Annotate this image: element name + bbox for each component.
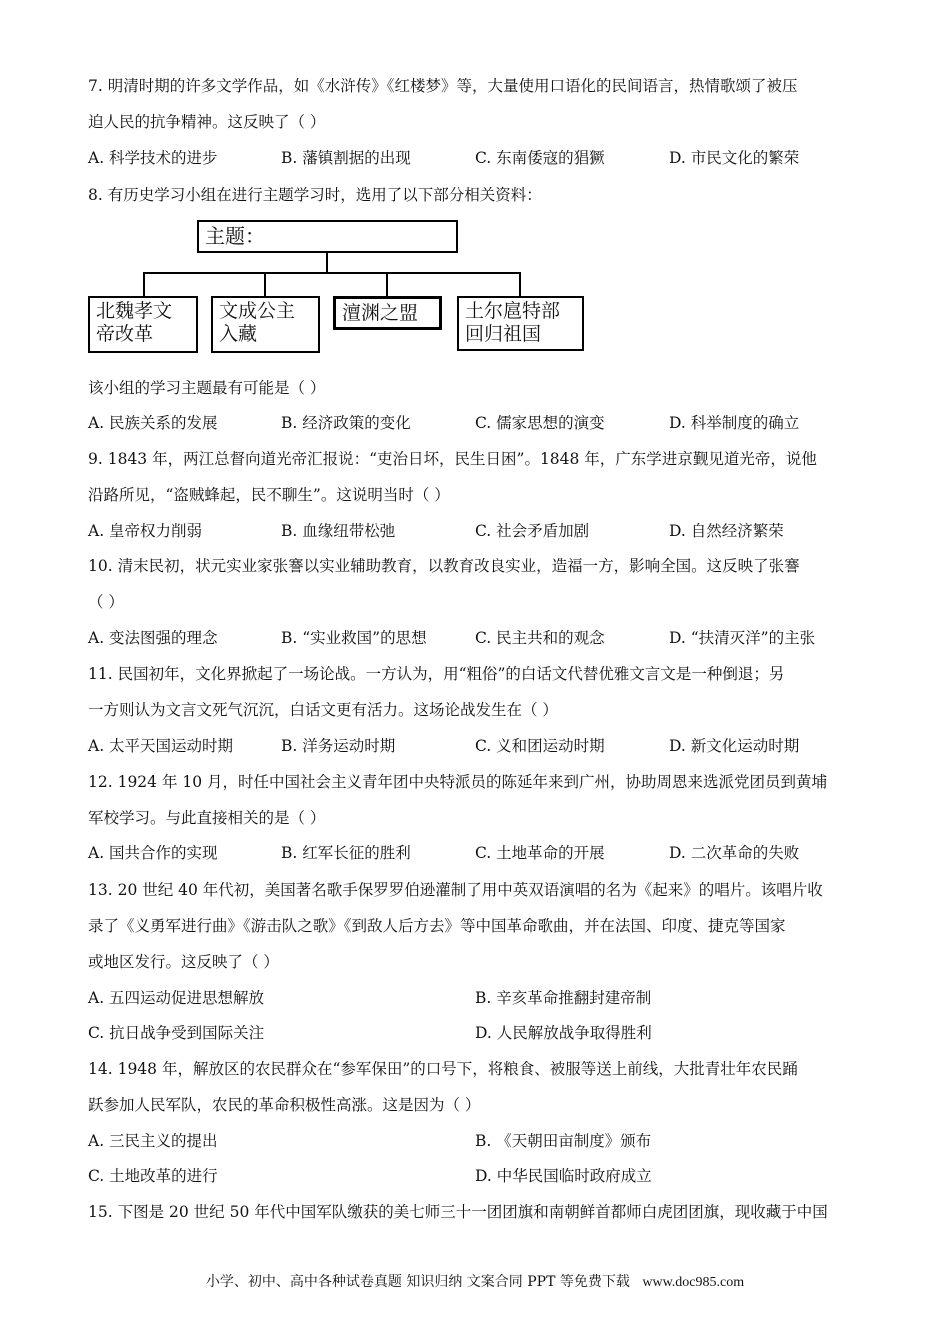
diagram-theme-box: 主题： <box>197 220 458 253</box>
q7-stem-line1: 7. 明清时期的许多文学作品，如《水浒传》《红楼梦》等，大量使用口语化的民间语言，热情歌颂了被压 <box>88 77 798 95</box>
q13-stem-line3: 或地区发行。这反映了（ ） <box>88 953 279 971</box>
q14-option-c: C. 土地改革的进行 <box>88 1167 218 1185</box>
q9-option-c: C. 社会矛盾加剧 <box>475 522 590 540</box>
box1-line2: 帝改革 <box>96 323 154 345</box>
box4-line1: 土尔扈特部 <box>465 300 561 322</box>
footer-url[interactable]: www.doc985.com <box>642 1275 745 1290</box>
diagram-connector-2 <box>264 272 266 297</box>
q7-option-a: A. 科学技术的进步 <box>88 149 218 167</box>
q13-stem-line1: 13. 20 世纪 40 年代初，美国著名歌手保罗罗伯逊灌制了用中英双语演唱的名为《起来》的唱片。该唱片收 <box>88 881 823 899</box>
box2-line1: 文成公主 <box>219 300 296 322</box>
page-footer <box>0 1271 950 1291</box>
box2-line2: 入藏 <box>219 323 258 345</box>
q13-option-b: B. 辛亥革命推翻封建帝制 <box>475 989 652 1007</box>
diagram-connector-bar <box>143 272 521 274</box>
q9-option-b: B. 血缘纽带松弛 <box>281 522 396 540</box>
q14-stem-line2: 跃参加人民军队，农民的革命积极性高涨。这是因为（ ） <box>88 1096 481 1114</box>
q10-option-c: C. 民主共和的观念 <box>475 629 605 647</box>
q8-option-b: B. 经济政策的变化 <box>281 414 411 432</box>
diagram-box-torghut-return <box>457 296 584 351</box>
q10-option-b: B. “实业救国”的思想 <box>281 629 427 647</box>
q12-option-c: C. 土地革命的开展 <box>475 844 605 862</box>
q10-option-a: A. 变法图强的理念 <box>88 629 218 647</box>
q13-option-c: C. 抗日战争受到国际关注 <box>88 1024 265 1042</box>
q11-option-a: A. 太平天国运动时期 <box>88 737 234 755</box>
footer-text: 小学、初中、高中各种试卷真题 知识归纳 文案合同 PPT 等免费下载 <box>205 1274 630 1290</box>
q12-stem-line1: 12. 1924 年 10 月，时任中国社会主义青年团中央特派员的陈延年来到广州，协助周恩来选派党团员到黄埔 <box>88 773 828 791</box>
q11-stem-line1: 11. 民国初年，文化界掀起了一场论战。一方认为，用“粗俗”的白话文代替优雅文言文是一种倒退；另 <box>88 665 785 683</box>
q12-stem-line2: 军校学习。与此直接相关的是（ ） <box>88 809 326 827</box>
q15-stem-line1: 15. 下图是 20 世纪 50 年代中国军队缴获的美七师三十一团团旗和南朝鲜首都师白虎团团旗，现收藏于中国 <box>88 1203 828 1221</box>
q13-option-d: D. 人民解放战争取得胜利 <box>475 1024 652 1042</box>
box4-line2: 回归祖国 <box>465 323 542 345</box>
q10-stem-line2: （ ） <box>88 593 124 611</box>
diagram-connector-stem <box>326 253 328 273</box>
q14-option-b: B. 《天朝田亩制度》颁布 <box>475 1132 652 1150</box>
box1-line1: 北魏孝文 <box>96 300 173 322</box>
q11-option-b: B. 洋务运动时期 <box>281 737 396 755</box>
q9-option-a: A. 皇帝权力削弱 <box>88 522 203 540</box>
q8-stem-line2: 该小组的学习主题最有可能是（ ） <box>88 379 326 397</box>
q8-stem-line1: 8. 有历史学习小组在进行主题学习时，选用了以下部分相关资料： <box>88 186 542 204</box>
diagram-box-xiaowen-reform <box>88 296 198 353</box>
q11-stem-line2: 一方则认为文言文死气沉沉，白话文更有活力。这场论战发生在（ ） <box>88 701 558 719</box>
q14-stem-line1: 14. 1948 年，解放区的农民群众在“参军保田”的口号下，将粮食、被服等送上前线，大批青壮年农民踊 <box>88 1060 798 1078</box>
diagram-box-chanyuan-treaty <box>333 296 442 330</box>
q8-option-a: A. 民族关系的发展 <box>88 414 218 432</box>
q7-option-b: B. 藩镇割据的出现 <box>281 149 411 167</box>
q13-option-a: A. 五四运动促进思想解放 <box>88 989 265 1007</box>
q12-option-a: A. 国共合作的实现 <box>88 844 218 862</box>
q12-option-d: D. 二次革命的失败 <box>669 844 800 862</box>
q8-option-c: C. 儒家思想的演变 <box>475 414 605 432</box>
diagram-connector-3 <box>386 272 388 297</box>
q7-option-c: C. 东南倭寇的猖獗 <box>475 149 605 167</box>
q12-option-b: B. 红军长征的胜利 <box>281 844 411 862</box>
q9-stem-line1: 9. 1843 年，两江总督向道光帝汇报说：“吏治日坏，民生日困”。1848 年，广东学进京觐见道光帝，说他 <box>88 450 817 468</box>
q9-option-d: D. 自然经济繁荣 <box>669 522 784 540</box>
q13-stem-line2: 录了《义勇军进行曲》《游击队之歌》《到敌人后方去》等中国革命歌曲，并在法国、印度、捷克等国家 <box>88 917 786 935</box>
q7-stem-line2: 迫人民的抗争精神。这反映了（ ） <box>88 113 326 131</box>
q11-option-c: C. 义和团运动时期 <box>475 737 605 755</box>
diagram-connector-1 <box>143 272 145 297</box>
diagram-box-princess-wencheng <box>211 296 320 353</box>
q14-option-d: D. 中华民国临时政府成立 <box>475 1167 652 1185</box>
box3-text: 澶渊之盟 <box>342 302 419 324</box>
q11-option-d: D. 新文化运动时期 <box>669 737 800 755</box>
q9-stem-line2: 沿路所见，“盗贼蜂起，民不聊生”。这说明当时（ ） <box>88 486 450 504</box>
q10-stem-line1: 10. 清末民初，状元实业家张謇以实业辅助教育，以教育改良实业，造福一方，影响全国。这反映了张謇 <box>88 557 800 575</box>
q7-option-d: D. 市民文化的繁荣 <box>669 149 800 167</box>
q14-option-a: A. 三民主义的提出 <box>88 1132 218 1150</box>
q8-option-d: D. 科举制度的确立 <box>669 414 800 432</box>
q10-option-d: D. “扶清灭洋”的主张 <box>669 629 816 647</box>
diagram-connector-4 <box>519 272 521 297</box>
